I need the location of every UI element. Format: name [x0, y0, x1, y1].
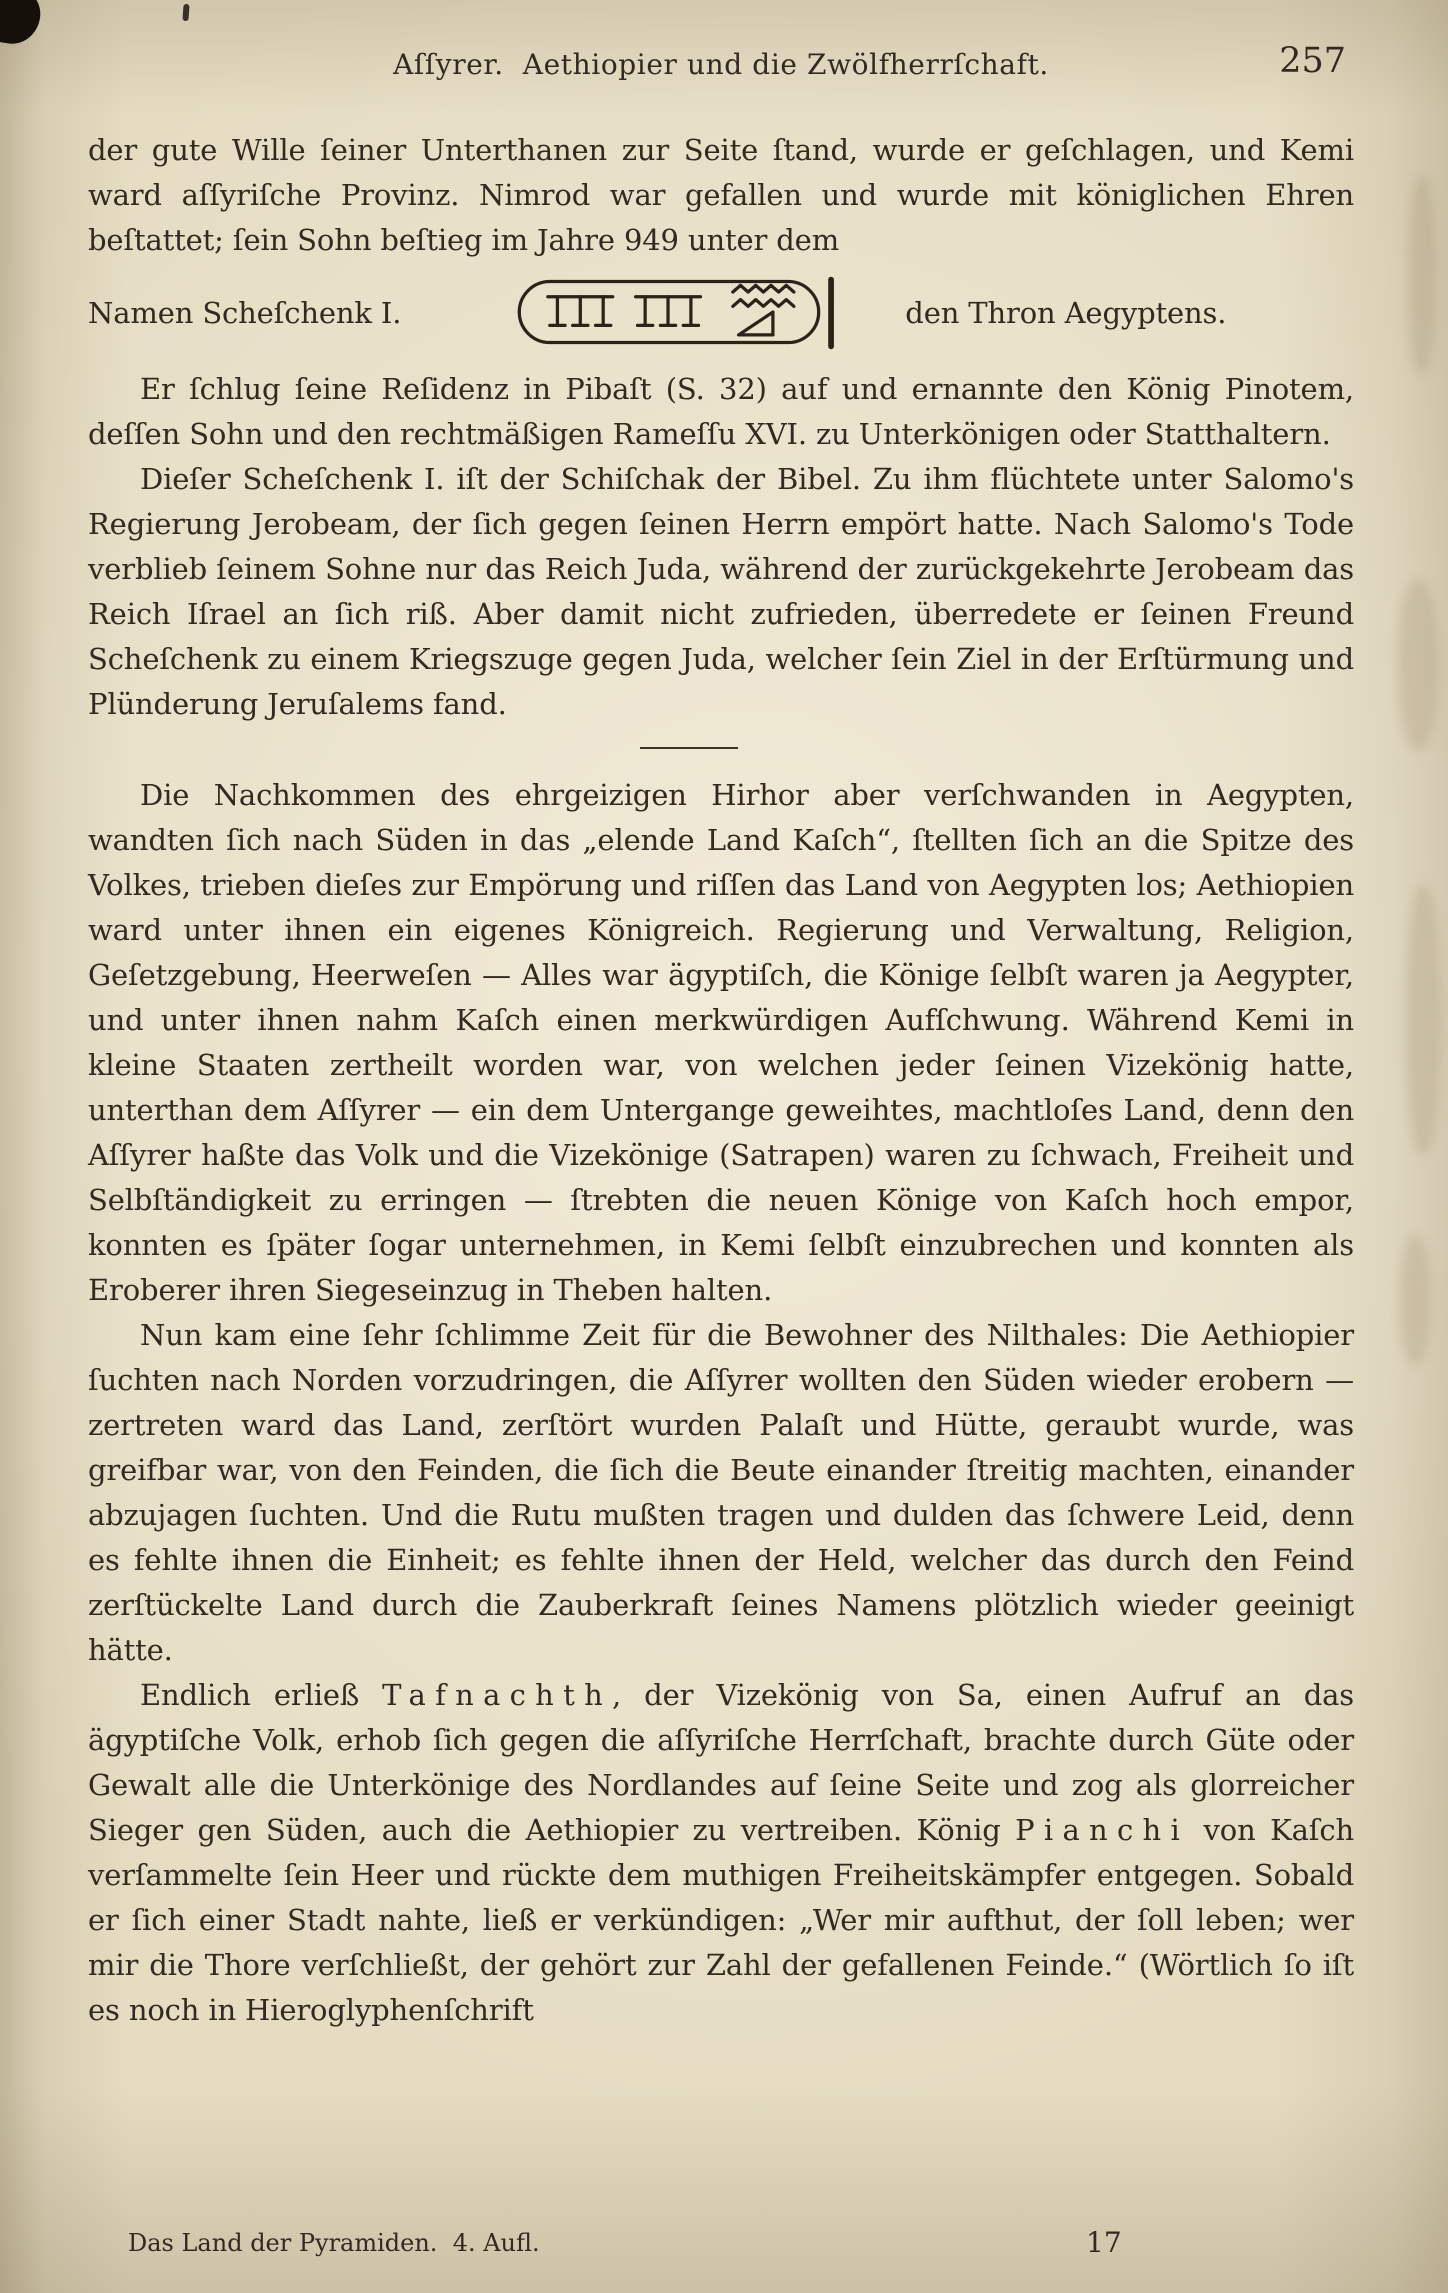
section-divider	[88, 727, 1354, 773]
cartouche-caption-left: Namen Scheſchenk I.	[88, 295, 402, 330]
page-header	[88, 41, 1354, 96]
paragraph	[88, 1673, 1354, 2033]
hieroglyph-stand-2	[636, 297, 701, 326]
text-run: Er ſchlug ſeine Reſidenz in Pibaſt (S. 32) auf und ernannte den König Pinotem, deſſen Sohn und den rechtmäßigen Rameſſu XVI. zu Unterkönigen oder Statthaltern.	[88, 372, 1354, 451]
text-run: von Kaſch verſammelte ſein Heer und rückte dem muthigen Freiheitskämpfer entgegen. Sobald er ſich einer Stadt nahte, ließ er verkündigen: „Wer mir aufthut, der ſoll leben; wer mir die Thore verſchließt, der gehört zur Zahl der gefallenen Feinde.“ (Wörtlich ſo iſt es noch in Hieroglyphenſchrift	[88, 1813, 1354, 2027]
footer-book-title: Das Land der Pyramiden. 4. Aufl.	[128, 2229, 540, 2257]
ink-speck-top	[182, 4, 189, 21]
hieroglyph-water-line-1	[733, 285, 794, 292]
paragraph	[88, 457, 1354, 727]
body-text	[88, 128, 1354, 2033]
text-run: Die Nachkommen des ehrgeizigen Hirhor aber verſchwanden in Aegypten, wandten ſich nach Süden in das „elende Land Kaſch“, ſtellten ſich an die Spitze des Volkes, trieben dieſes zur Empörung und riſſen das Land von Aegypten los; Aethiopien ward unter ihnen ein eigenes Königreich. Regierung und Verwaltung, Religion, Geſetzgebung, Heerweſen — Alles war ägyptiſch, die Könige ſelbſt waren ja Aegypter, und unter ihnen nahm Kaſch einen merkwürdigen Aufſchwung. Während Kemi in kleine Staaten zertheilt worden war, von welchen jeder ſeinen Vizekönig hatte, unterthan dem Aſſyrer — ein dem Untergange geweihtes, machtloſes Land, denn den Aſſyrer haßte das Volk und die Vizekönige (Satrapen) waren zu ſchwach, Freiheit und Selbſtändigkeit zu erringen — ſtrebten die neuen Könige von Kaſch hoch empor, konnten es ſpäter ſogar unternehmen, in Kemi ſelbſt einzubrechen und konnten als Eroberer ihren Siegeseinzug in Theben halten.	[88, 778, 1354, 1307]
paper-smudge	[1406, 885, 1440, 1155]
scheschenk-cartouche-line	[88, 269, 1354, 357]
page-number: 257	[1279, 41, 1346, 81]
running-header-title: Aſſyrer. Aethiopier und die Zwölfherrſchaft.	[393, 48, 1049, 81]
paper-smudge	[1408, 175, 1436, 375]
cartouche-hieroglyphs-illustration	[513, 272, 865, 354]
emphasized-name: Pianchi	[1015, 1813, 1190, 1847]
hieroglyph-water-line-2	[733, 300, 794, 307]
paragraph	[88, 1313, 1354, 1673]
paragraph	[88, 773, 1354, 1313]
text-run: der gute Wille ſeiner Unterthanen zur Seite ſtand, wurde er geſchlagen, und Kemi ward aſſyriſche Provinz. Nimrod war gefallen und wurde mit königlichen Ehren beſtattet; ſein Sohn beſtieg im Jahre 949 unter dem	[88, 133, 1354, 257]
text-run: Endlich erließ	[140, 1678, 383, 1712]
cartouche-caption-right: den Thron Aegyptens.	[905, 295, 1227, 330]
emphasized-name: Tafnachth	[382, 1678, 613, 1712]
paper-smudge	[1400, 1235, 1430, 1365]
ink-blot-corner	[0, 0, 44, 48]
footer-signature-number: 17	[1086, 2226, 1122, 2259]
text-run: Dieſer Scheſchenk I. iſt der Schiſchak der Bibel. Zu ihm flüchtete unter Salomo's Regierung Jerobeam, der ſich gegen ſeinen Herrn empört hatte. Nach Salomo's Tode verblieb ſeinem Sohne nur das Reich Juda, während der zurückgekehrte Jerobeam das Reich Iſrael an ſich riß. Aber damit nicht zufrieden, überredete er ſeinen Freund Scheſchenk zu einem Kriegszuge gegen Juda, welcher ſein Ziel in der Erſtürmung und Plünderung Jeruſalems fand.	[88, 462, 1354, 721]
divider-line	[640, 747, 738, 749]
page-footer	[88, 2226, 1354, 2263]
text-run: , der Vizekönig von Sa, einen Aufruf an das ägyptiſche Volk, erhob ſich gegen die aſſyriſche Herrſchaft, brachte durch Güte oder Gewalt alle die Unterkönige des Nordlandes auf ſeine Seite und zog als glorreicher Sieger gen Süden, auch die Aethiopier zu vertreiben. König	[88, 1678, 1354, 1847]
hieroglyph-triangle	[739, 312, 773, 335]
paper-smudge	[1398, 580, 1438, 750]
hieroglyph-stand-1	[548, 297, 613, 326]
paragraph	[88, 128, 1354, 263]
paragraph	[88, 367, 1354, 457]
text-run: Nun kam eine ſehr ſchlimme Zeit für die Bewohner des Nilthales: Die Aethiopier ſuchten nach Norden vorzudringen, die Aſſyrer wollten den Süden wieder erobern — zertreten ward das Land, zerſtört wurden Palaſt und Hütte, geraubt wurde, was greifbar war, von den Feinden, die ſich die Beute einander ſtreitig machten, einander abzujagen ſuchten. Und die Rutu mußten tragen und dulden das ſchwere Leid, denn es fehlte ihnen die Einheit; es fehlte ihnen der Held, welcher das durch den Feind zerſtückelte Land durch die Zauberkraft ſeines Namens plötzlich wieder geeinigt hätte.	[88, 1318, 1354, 1667]
